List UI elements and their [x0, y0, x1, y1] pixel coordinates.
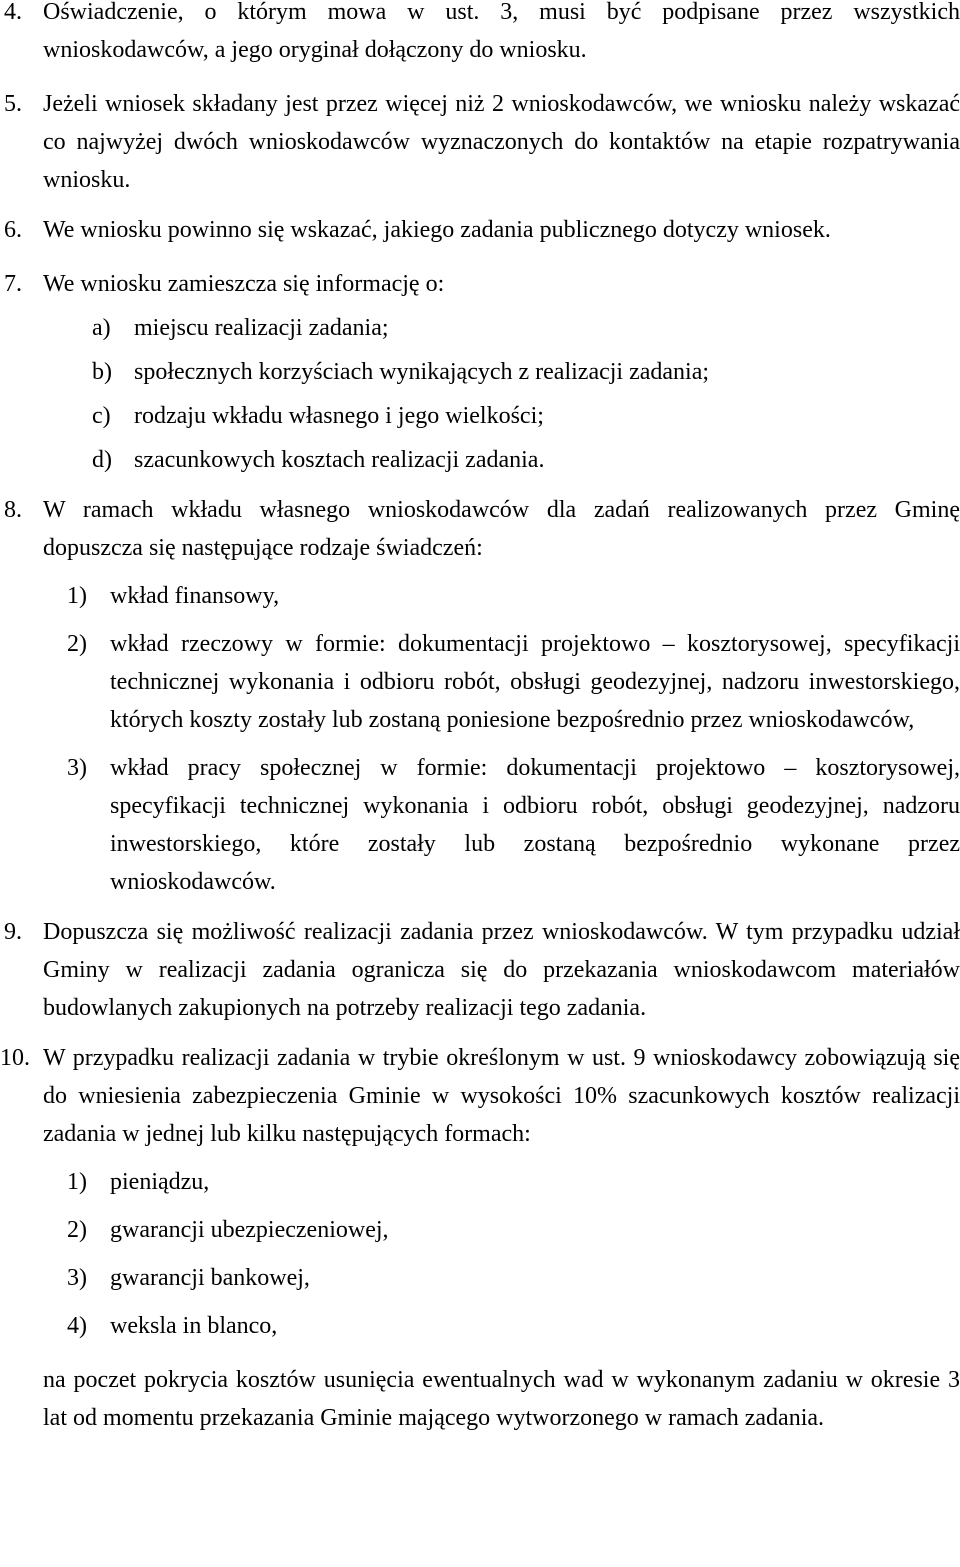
- paragraph-8-sublist: [67, 577, 960, 901]
- list-item-text: szacunkowych kosztach realizacji zadania.: [134, 447, 545, 473]
- paragraph-10-closing: na poczet pokrycia kosztów usunięcia ewentualnych wad w wykonanym zadaniu w okresie 3 lat od momentu przekazania Gminie mającego wytworzonego w ramach zadania.: [43, 1367, 960, 1431]
- paragraph-text: Dopuszcza się możliwość realizacji zadania przez wnioskodawców. W tym przypadku udział Gminy w realizacji zadania ogranicza się do przekazania wnioskodawcom materiałów budowlanych zakupionych na potrzeby realizacji tego zadania.: [43, 919, 960, 1021]
- list-item-text: wkład pracy społecznej w formie: dokumentacji projektowo – kosztorysowej, specyfikacji technicznej wykonania i odbioru robót, obsługi geodezyjnej, nadzoru inwestorskiego, które zostały lub zostaną bezpośrednio wykonane przez wnioskodawców.: [110, 755, 960, 895]
- list-item: [92, 353, 960, 391]
- list-item-text: miejscu realizacji zadania;: [134, 315, 389, 341]
- list-item-text: wkład rzeczowy w formie: dokumentacji projektowo – kosztorysowej, specyfikacji technicznej wykonania i odbioru robót, obsługi geodezyjnej, nadzoru inwestorskiego, których koszty zostały lub zostaną poniesione bezpośrednio przez wnioskodawców,: [110, 631, 960, 733]
- list-item: [92, 309, 960, 347]
- list-item: [67, 625, 960, 739]
- paragraph-8: [0, 491, 960, 567]
- paragraph-text: W przypadku realizacji zadania w trybie określonym w ust. 9 wnioskodawcy zobowiązują się do wniesienia zabezpieczenia Gminie w wysokości 10% szacunkowych kosztów realizacji zadania w jednej lub kilku następujących formach:: [43, 1045, 960, 1147]
- paragraph-4: [0, 0, 960, 69]
- list-item-label: a): [92, 315, 111, 341]
- paragraph-text: W ramach wkładu własnego wnioskodawców dla zadań realizowanych przez Gminę dopuszcza się następujące rodzaje świadczeń:: [43, 497, 960, 561]
- paragraph-number: 6.: [4, 217, 22, 243]
- list-item-label: 2): [67, 631, 87, 657]
- list-item-label: c): [92, 403, 111, 429]
- list-item: [67, 1307, 960, 1345]
- list-item: [67, 1163, 960, 1201]
- list-item-text: wkład finansowy,: [110, 583, 280, 609]
- paragraph-text: We wniosku powinno się wskazać, jakiego zadania publicznego dotyczy wniosek.: [43, 217, 831, 243]
- paragraph-text: We wniosku zamieszcza się informację o:: [43, 271, 445, 297]
- paragraph-9: [0, 913, 960, 1027]
- paragraph-5: [0, 85, 960, 199]
- list-item-text: rodzaju wkładu własnego i jego wielkości;: [134, 403, 544, 429]
- list-item: [92, 397, 960, 435]
- paragraph-number: 8.: [4, 497, 22, 523]
- paragraph-10: [0, 1039, 960, 1153]
- paragraph-6: [0, 211, 960, 249]
- list-item-text: gwarancji bankowej,: [110, 1265, 310, 1291]
- paragraph-10-sublist: [67, 1163, 960, 1345]
- paragraph-number: 7.: [4, 271, 22, 297]
- list-item-label: 2): [67, 1217, 87, 1243]
- list-item: [92, 441, 960, 479]
- paragraph-7-sublist: [0, 309, 960, 479]
- list-item: [67, 577, 960, 615]
- list-item: [67, 749, 960, 901]
- paragraph-text: Jeżeli wniosek składany jest przez więcej niż 2 wnioskodawców, we wniosku należy wskazać co najwyżej dwóch wnioskodawców wyznaczonych do kontaktów na etapie rozpatrywania wniosku.: [43, 91, 960, 193]
- paragraph-number: 5.: [4, 91, 22, 117]
- list-item-label: 1): [67, 1169, 87, 1195]
- list-item-text: pieniądzu,: [110, 1169, 210, 1195]
- paragraph-number: 9.: [4, 919, 22, 945]
- list-item-text: gwarancji ubezpieczeniowej,: [110, 1217, 389, 1243]
- list-item-label: d): [92, 447, 112, 473]
- list-item: [67, 1211, 960, 1249]
- list-item-label: b): [92, 359, 112, 385]
- list-item-text: społecznych korzyściach wynikających z realizacji zadania;: [134, 359, 710, 385]
- list-item-label: 4): [67, 1313, 87, 1339]
- paragraph-number: 4.: [4, 0, 22, 25]
- paragraph-number: 10.: [0, 1045, 30, 1071]
- paragraph-text: Oświadczenie, o którym mowa w ust. 3, musi być podpisane przez wszystkich wnioskodawców, a jego oryginał dołączony do wniosku.: [43, 0, 960, 63]
- list-item-label: 3): [67, 1265, 87, 1291]
- list-item: [67, 1259, 960, 1297]
- list-item-label: 1): [67, 583, 87, 609]
- list-item-text: weksla in blanco,: [110, 1313, 278, 1339]
- list-item-label: 3): [67, 755, 87, 781]
- paragraph-7: [0, 265, 960, 303]
